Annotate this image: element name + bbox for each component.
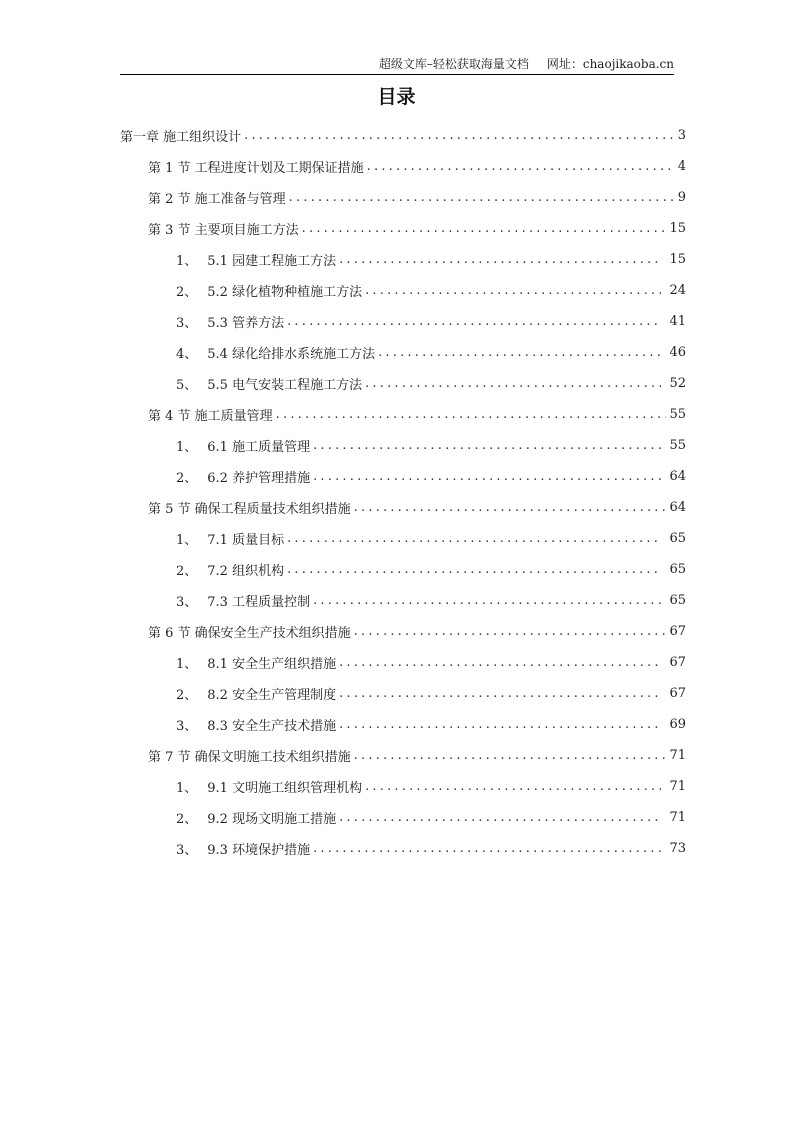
toc-entry[interactable]	[120, 151, 686, 182]
toc-entry[interactable]	[120, 647, 686, 678]
toc-page-number: 4	[677, 159, 686, 174]
toc-entry-number: 3、	[176, 316, 198, 331]
toc-page-number: 55	[669, 438, 686, 453]
toc-dot-leader	[287, 562, 661, 578]
toc-entry[interactable]	[120, 523, 686, 554]
toc-entry-number: 2、	[176, 688, 198, 703]
toc-dot-leader	[354, 748, 667, 764]
toc-entry-label	[176, 560, 287, 579]
toc-entry-label	[176, 529, 287, 548]
header-url-label: 网址：	[546, 57, 583, 71]
toc-page-number: 67	[669, 624, 686, 639]
toc-entry-label	[176, 374, 365, 393]
toc-entry[interactable]	[120, 585, 686, 616]
toc-dot-leader	[354, 624, 667, 640]
toc-entry-title: 7.1 质量目标	[207, 533, 285, 548]
toc-entry-label	[176, 684, 339, 703]
toc-entry-number: 3、	[176, 719, 198, 734]
toc-entry-label	[148, 498, 354, 517]
toc-page-number: 55	[669, 407, 686, 422]
toc-entry-title: 8.1 安全生产组织措施	[207, 657, 337, 672]
toc-entry[interactable]	[120, 182, 686, 213]
toc-entry-title: 第 5 节 确保工程质量技术组织措施	[148, 502, 351, 517]
toc-entry[interactable]	[120, 120, 686, 151]
toc-entry-number: 2、	[176, 285, 198, 300]
toc-entry-title: 5.3 管养方法	[207, 316, 285, 331]
toc-dot-leader	[378, 345, 661, 361]
toc-page-number: 69	[669, 717, 686, 732]
toc-entry[interactable]	[120, 430, 686, 461]
toc-entry-label	[176, 653, 339, 672]
toc-entry[interactable]	[120, 368, 686, 399]
header-text	[379, 56, 674, 72]
toc-dot-leader	[367, 159, 675, 175]
toc-entry-title: 9.2 现场文明施工措施	[207, 812, 337, 827]
toc-entry-label	[176, 467, 313, 486]
toc-entry-title: 第 7 节 确保文明施工技术组织措施	[148, 750, 351, 765]
toc-entry[interactable]	[120, 616, 686, 647]
header-site-name: 超级文库–轻松获取海量文档	[378, 57, 529, 71]
toc-dot-leader	[339, 252, 661, 268]
toc-entry-title: 6.1 施工质量管理	[207, 440, 311, 455]
toc-page-number: 9	[677, 190, 686, 205]
toc-entry[interactable]	[120, 244, 686, 275]
toc-dot-leader	[302, 221, 667, 237]
toc-entry-title: 9.3 环境保护措施	[207, 843, 311, 858]
toc-entry-number: 1、	[176, 440, 198, 455]
toc-dot-leader	[339, 810, 661, 826]
toc-entry-number: 2、	[176, 471, 198, 486]
toc-entry-label	[148, 405, 276, 424]
toc-entry-number: 3、	[176, 595, 198, 610]
toc-entry-number: 1、	[176, 781, 198, 796]
toc-page-number: 24	[669, 283, 686, 298]
toc-entry-label	[176, 777, 365, 796]
toc-dot-leader	[339, 717, 661, 733]
toc-dot-leader	[339, 686, 661, 702]
toc-page-number: 71	[669, 810, 686, 825]
page-header	[120, 56, 674, 75]
toc-page-number: 41	[669, 314, 686, 329]
toc-entry-number: 3、	[176, 843, 198, 858]
toc-entry-label	[148, 219, 302, 238]
toc-entry[interactable]	[120, 709, 686, 740]
header-url-link[interactable]: chaojikaoba.cn	[582, 57, 674, 71]
toc-page-number: 15	[669, 221, 686, 236]
toc-entry[interactable]	[120, 771, 686, 802]
toc-page-number: 67	[669, 686, 686, 701]
toc-entry-title: 6.2 养护管理措施	[207, 471, 311, 486]
toc-entry-title: 第一章 施工组织设计	[120, 130, 242, 145]
toc-entry[interactable]	[120, 213, 686, 244]
toc-page-number: 65	[669, 593, 686, 608]
toc-entry[interactable]	[120, 740, 686, 771]
toc-entry-number: 1、	[176, 657, 198, 672]
toc-entry[interactable]	[120, 678, 686, 709]
toc-dot-leader	[313, 841, 661, 857]
toc-dot-leader	[244, 128, 675, 144]
toc-entry-title: 5.2 绿化植物种植施工方法	[207, 285, 363, 300]
toc-entry-title: 7.2 组织机构	[207, 564, 285, 579]
page-title: 目录	[377, 86, 416, 108]
toc-page-number: 65	[669, 531, 686, 546]
toc-entry-label	[176, 839, 313, 858]
toc-entry-label	[176, 281, 365, 300]
toc-dot-leader	[276, 407, 667, 423]
toc-dot-leader	[287, 314, 661, 330]
toc-entry-number: 1、	[176, 254, 198, 269]
toc-entry-number: 2、	[176, 564, 198, 579]
toc-dot-leader	[313, 438, 661, 454]
toc-entry-label	[176, 343, 378, 362]
toc-entry[interactable]	[120, 802, 686, 833]
toc-entry-label	[148, 157, 367, 176]
toc-entry-label	[120, 126, 244, 145]
toc-entry-title: 第 4 节 施工质量管理	[148, 409, 273, 424]
toc-entry-title: 第 6 节 确保安全生产技术组织措施	[148, 626, 351, 641]
toc-entry-number: 5、	[176, 378, 198, 393]
toc-page-number: 67	[669, 655, 686, 670]
toc-entry-label	[176, 808, 339, 827]
toc-entry[interactable]	[120, 554, 686, 585]
toc-entry-label	[176, 591, 313, 610]
toc-entry[interactable]	[120, 461, 686, 492]
toc-entry-title: 8.3 安全生产技术措施	[207, 719, 337, 734]
toc-dot-leader	[365, 779, 661, 795]
toc-dot-leader	[313, 593, 661, 609]
toc-dot-leader	[365, 283, 661, 299]
toc-entry-title: 9.1 文明施工组织管理机构	[207, 781, 363, 796]
toc-entry-title: 第 2 节 施工准备与管理	[148, 192, 286, 207]
toc-entry-label	[176, 312, 287, 331]
toc-dot-leader	[339, 655, 661, 671]
toc-entry-title: 第 3 节 主要项目施工方法	[148, 223, 299, 238]
toc-page-number: 65	[669, 562, 686, 577]
toc-entry-number: 4、	[176, 347, 198, 362]
toc-page-number: 15	[669, 252, 686, 267]
toc-entry[interactable]	[120, 337, 686, 368]
toc-entry[interactable]	[120, 833, 686, 864]
toc-page-number: 73	[669, 841, 686, 856]
toc-dot-leader	[313, 469, 661, 485]
toc-entry-number: 2、	[176, 812, 198, 827]
toc-entry-title: 8.2 安全生产管理制度	[207, 688, 337, 703]
toc-entry-label	[176, 250, 339, 269]
toc-entry-title: 第 1 节 工程进度计划及工期保证措施	[148, 161, 364, 176]
toc-page-number: 64	[669, 500, 686, 515]
toc-entry[interactable]	[120, 492, 686, 523]
table-of-contents	[120, 120, 686, 864]
toc-entry-label	[148, 746, 354, 765]
toc-entry-title: 5.1 园建工程施工方法	[207, 254, 337, 269]
toc-page-number: 46	[669, 345, 686, 360]
toc-dot-leader	[287, 531, 661, 547]
toc-page-number: 3	[677, 128, 686, 143]
toc-page-number: 71	[669, 748, 686, 763]
toc-entry-title: 5.4 绿化给排水系统施工方法	[207, 347, 376, 362]
toc-dot-leader	[365, 376, 661, 392]
toc-entry-label	[176, 436, 313, 455]
toc-dot-leader	[354, 500, 667, 516]
toc-entry[interactable]	[120, 275, 686, 306]
toc-entry-label	[176, 715, 339, 734]
toc-dot-leader	[289, 190, 675, 206]
toc-entry-label	[148, 622, 354, 641]
toc-page-number: 52	[669, 376, 686, 391]
toc-page-number: 64	[669, 469, 686, 484]
toc-entry[interactable]	[120, 306, 686, 337]
toc-entry-number: 1、	[176, 533, 198, 548]
toc-page-number: 71	[669, 779, 686, 794]
toc-entry[interactable]	[120, 399, 686, 430]
toc-entry-title: 5.5 电气安装工程施工方法	[207, 378, 363, 393]
toc-entry-title: 7.3 工程质量控制	[207, 595, 311, 610]
toc-entry-label	[148, 188, 289, 207]
